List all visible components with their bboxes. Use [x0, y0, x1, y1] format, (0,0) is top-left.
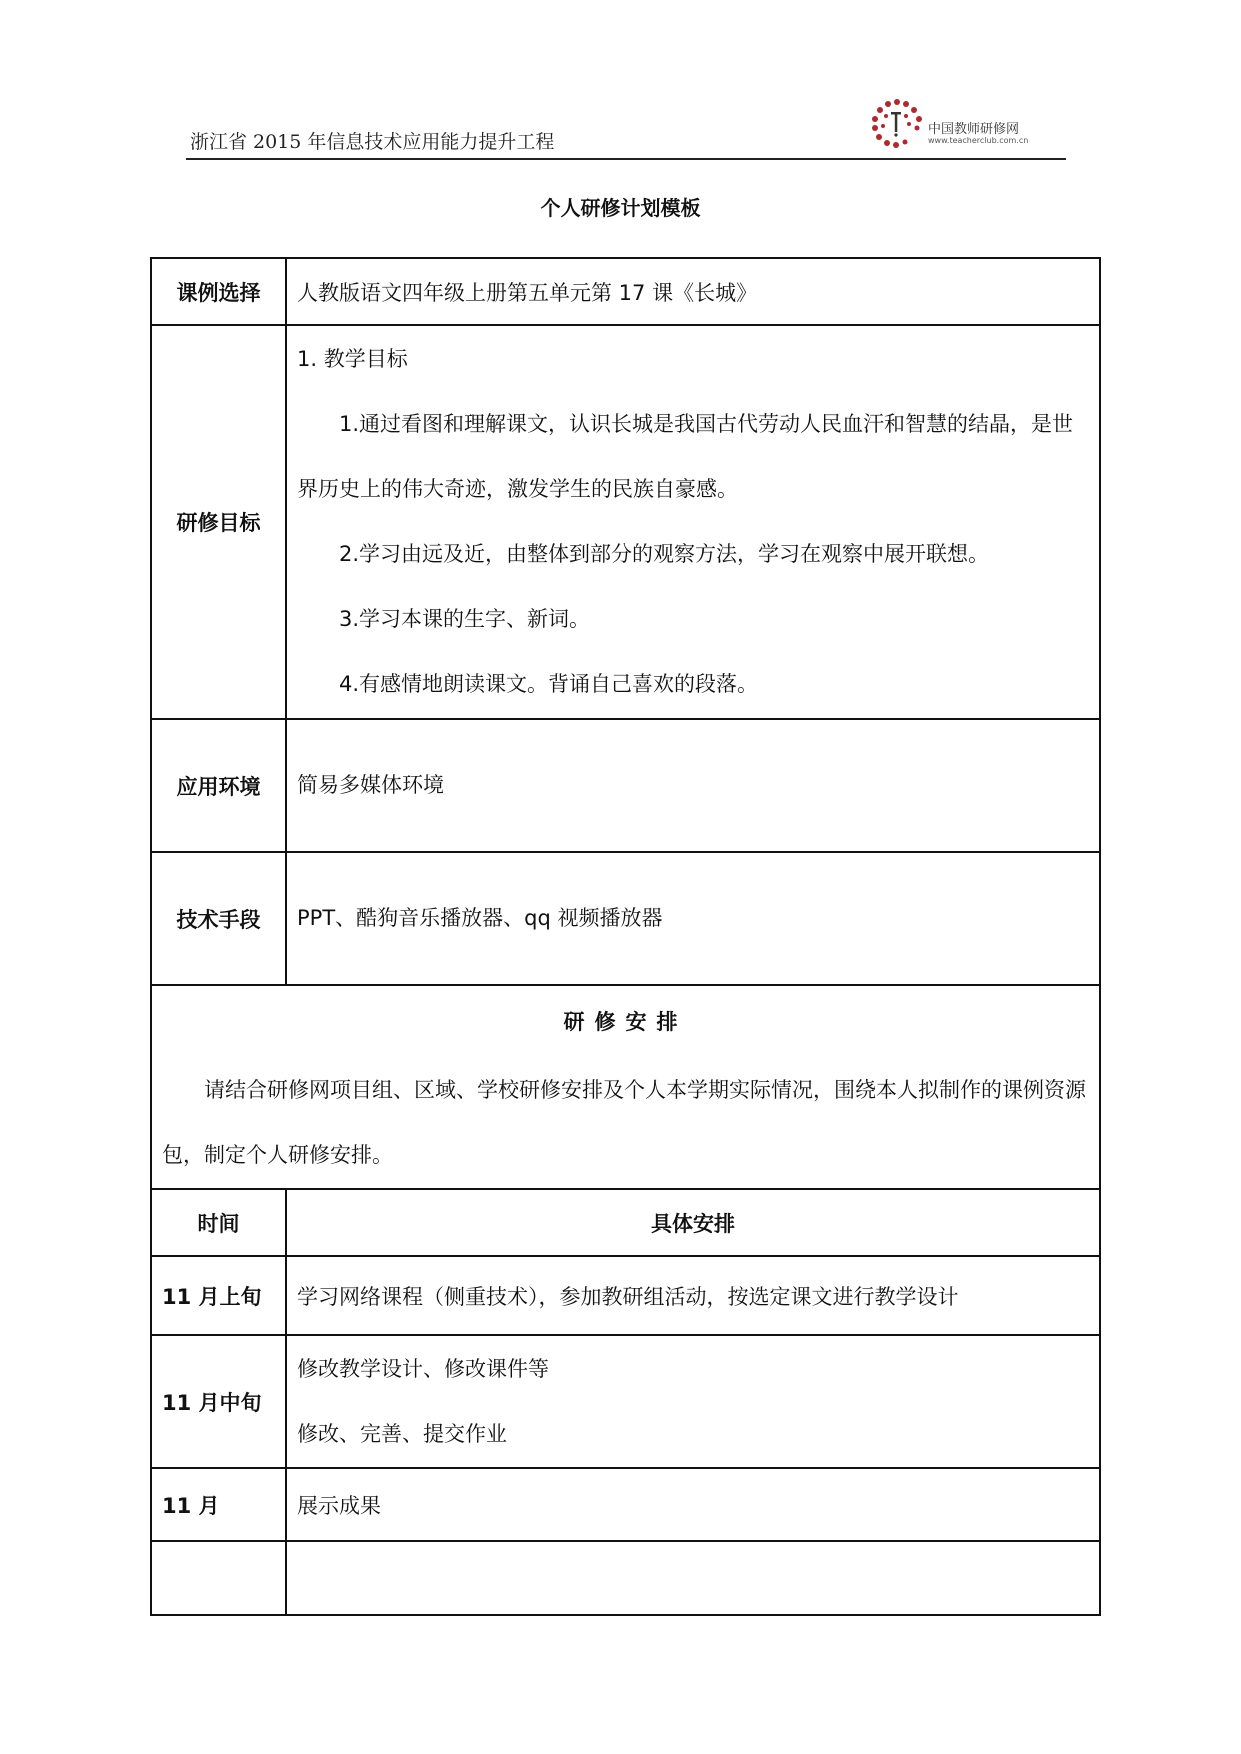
schedule-time: 11 月 — [151, 1468, 286, 1541]
logo-text: 中国教师研修网 — [928, 122, 1020, 137]
goals-heading: 1. 教学目标 — [297, 347, 408, 371]
case-row — [151, 258, 1100, 325]
schedule-time — [151, 1541, 286, 1615]
schedule-line: 修改教学设计、修改课件等 — [297, 1356, 549, 1381]
goals-row — [151, 325, 1100, 719]
col-time-header: 时间 — [151, 1189, 286, 1256]
technique-row — [151, 852, 1100, 985]
schedule-time: 11 月中旬 — [151, 1335, 286, 1468]
case-label: 课例选择 — [151, 258, 286, 325]
technique-value: PPT、酷狗音乐播放器、qq 视频播放器 — [297, 906, 663, 930]
schedule-time: 11 月上旬 — [151, 1256, 286, 1335]
schedule-header-row — [151, 1189, 1100, 1256]
environment-content — [286, 719, 1100, 852]
page-header — [186, 96, 1066, 160]
schedule-detail — [286, 1335, 1100, 1468]
goal-item: 3.学习本课的生字、新词。 — [339, 607, 591, 631]
table-row — [151, 1468, 1100, 1541]
logo-mark-icon — [866, 96, 926, 152]
arrangement-intro-row — [151, 985, 1100, 1189]
project-name: 浙江省 2015 年信息技术应用能力提升工程 — [190, 131, 555, 153]
goal-item: 1.通过看图和理解课文，认识长城是我国古代劳动人民血汗和智慧的结晶，是世界历史上的伟大奇迹，激发学生的民族自豪感。 — [297, 412, 1074, 501]
goal-item: 4.有感情地朗读课文。背诵自己喜欢的段落。 — [339, 672, 759, 696]
goal-item: 2.学习由远及近，由整体到部分的观察方法，学习在观察中展开联想。 — [339, 542, 990, 566]
schedule-detail: 学习网络课程（侧重技术），参加教研组活动，按选定课文进行教学设计 — [286, 1256, 1100, 1335]
environment-row — [151, 719, 1100, 852]
arrangement-instruction: 请结合研修网项目组、区域、学校研修安排及个人本学期实际情况，围绕本人拟制作的课例资源包，制定个人研修安排。 — [162, 1078, 1086, 1167]
table-row — [151, 1335, 1100, 1468]
environment-label: 应用环境 — [151, 719, 286, 852]
case-value: 人教版语文四年级上册第五单元第 17 课《长城》 — [286, 258, 1100, 325]
table-row — [151, 1256, 1100, 1335]
arrangement-heading: 研修安排 — [563, 1010, 688, 1034]
research-plan-table — [150, 257, 1101, 1616]
goals-label: 研修目标 — [151, 325, 286, 719]
schedule-detail — [286, 1541, 1100, 1615]
teacherclub-logo — [866, 96, 1046, 154]
goals-content — [286, 325, 1100, 719]
schedule-detail: 展示成果 — [286, 1468, 1100, 1541]
technique-label: 技术手段 — [151, 852, 286, 985]
logo-url: www.teacherclub.com.cn — [928, 136, 1029, 145]
document-title: 个人研修计划模板 — [540, 196, 701, 220]
col-detail-header: 具体安排 — [286, 1189, 1100, 1256]
schedule-line: 修改、完善、提交作业 — [297, 1421, 507, 1446]
environment-value: 简易多媒体环境 — [297, 773, 444, 797]
technique-content — [286, 852, 1100, 985]
table-row — [151, 1541, 1100, 1615]
arrangement-intro — [151, 985, 1100, 1189]
